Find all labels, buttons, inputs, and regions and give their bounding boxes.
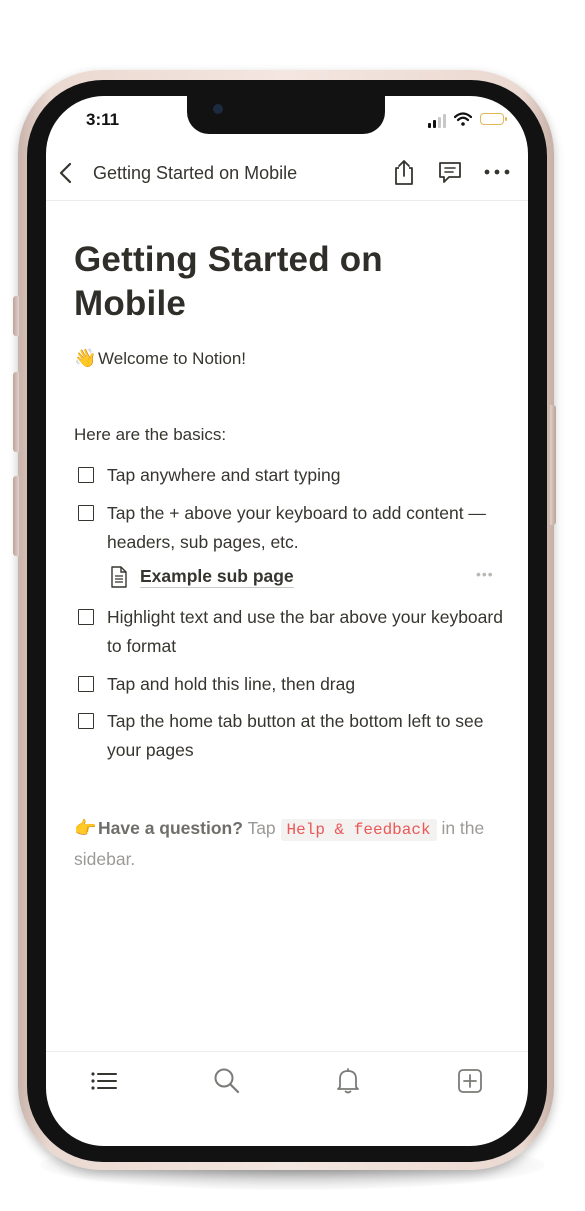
bottom-tab-bar — [46, 1051, 528, 1112]
comment-icon[interactable] — [437, 158, 463, 186]
todo-checkbox[interactable] — [78, 467, 94, 483]
todo-checkbox[interactable] — [78, 713, 94, 729]
sub-page-label[interactable]: Example sub page — [140, 566, 294, 586]
question-end: in the sidebar. — [74, 818, 485, 869]
more-icon[interactable] — [482, 158, 512, 186]
status-time: 3:11 — [86, 110, 120, 129]
todo-text[interactable]: Highlight text and use the bar above your keyboard to format — [107, 607, 503, 656]
todo-checkbox[interactable] — [78, 505, 94, 521]
todo-checkbox[interactable] — [78, 676, 94, 692]
welcome-line — [74, 348, 246, 369]
status-icons — [428, 112, 512, 128]
top-nav — [46, 146, 528, 201]
todo-text[interactable]: Tap and hold this line, then drag — [107, 674, 356, 694]
wifi-icon — [454, 112, 472, 126]
block-more-icon[interactable]: ••• — [476, 566, 494, 582]
waving-hand-icon: 👋 — [74, 348, 97, 368]
help-callout — [74, 814, 494, 874]
notch — [187, 96, 385, 134]
todo-text[interactable]: Tap the + above your keyboard to add content — headers, sub pages, etc. — [107, 503, 486, 552]
front-camera — [213, 104, 223, 114]
todo-text[interactable]: Tap anywhere and start typing — [107, 465, 341, 485]
help-feedback-code: Help & feedback — [281, 819, 437, 841]
page-icon — [110, 566, 128, 588]
mute-switch — [13, 296, 19, 336]
back-icon[interactable] — [58, 162, 74, 184]
share-icon[interactable] — [391, 158, 417, 186]
search-icon[interactable] — [212, 1066, 242, 1096]
volume-up-button — [13, 372, 19, 452]
question-bold: Have a question? — [98, 818, 243, 838]
welcome-text: Welcome to Notion! — [98, 349, 247, 368]
signal-icon — [428, 114, 450, 128]
nav-title: Getting Started on Mobile — [93, 163, 298, 183]
pointing-hand-icon: 👉 — [74, 818, 97, 838]
volume-down-button — [13, 476, 19, 556]
page-title: Getting Started on Mobile — [74, 240, 383, 323]
new-page-icon[interactable] — [455, 1066, 485, 1096]
sub-page-link[interactable] — [110, 562, 500, 592]
question-tap: Tap — [247, 818, 276, 838]
battery-icon — [480, 113, 504, 125]
power-button — [550, 405, 556, 525]
bell-icon[interactable] — [333, 1066, 363, 1096]
todo-checkbox[interactable] — [78, 609, 94, 625]
todo-text[interactable]: Tap the home tab button at the bottom left to see your pages — [107, 711, 484, 760]
list-icon[interactable] — [89, 1066, 119, 1096]
app-screen — [46, 96, 528, 1146]
basics-heading: Here are the basics: — [74, 425, 227, 444]
